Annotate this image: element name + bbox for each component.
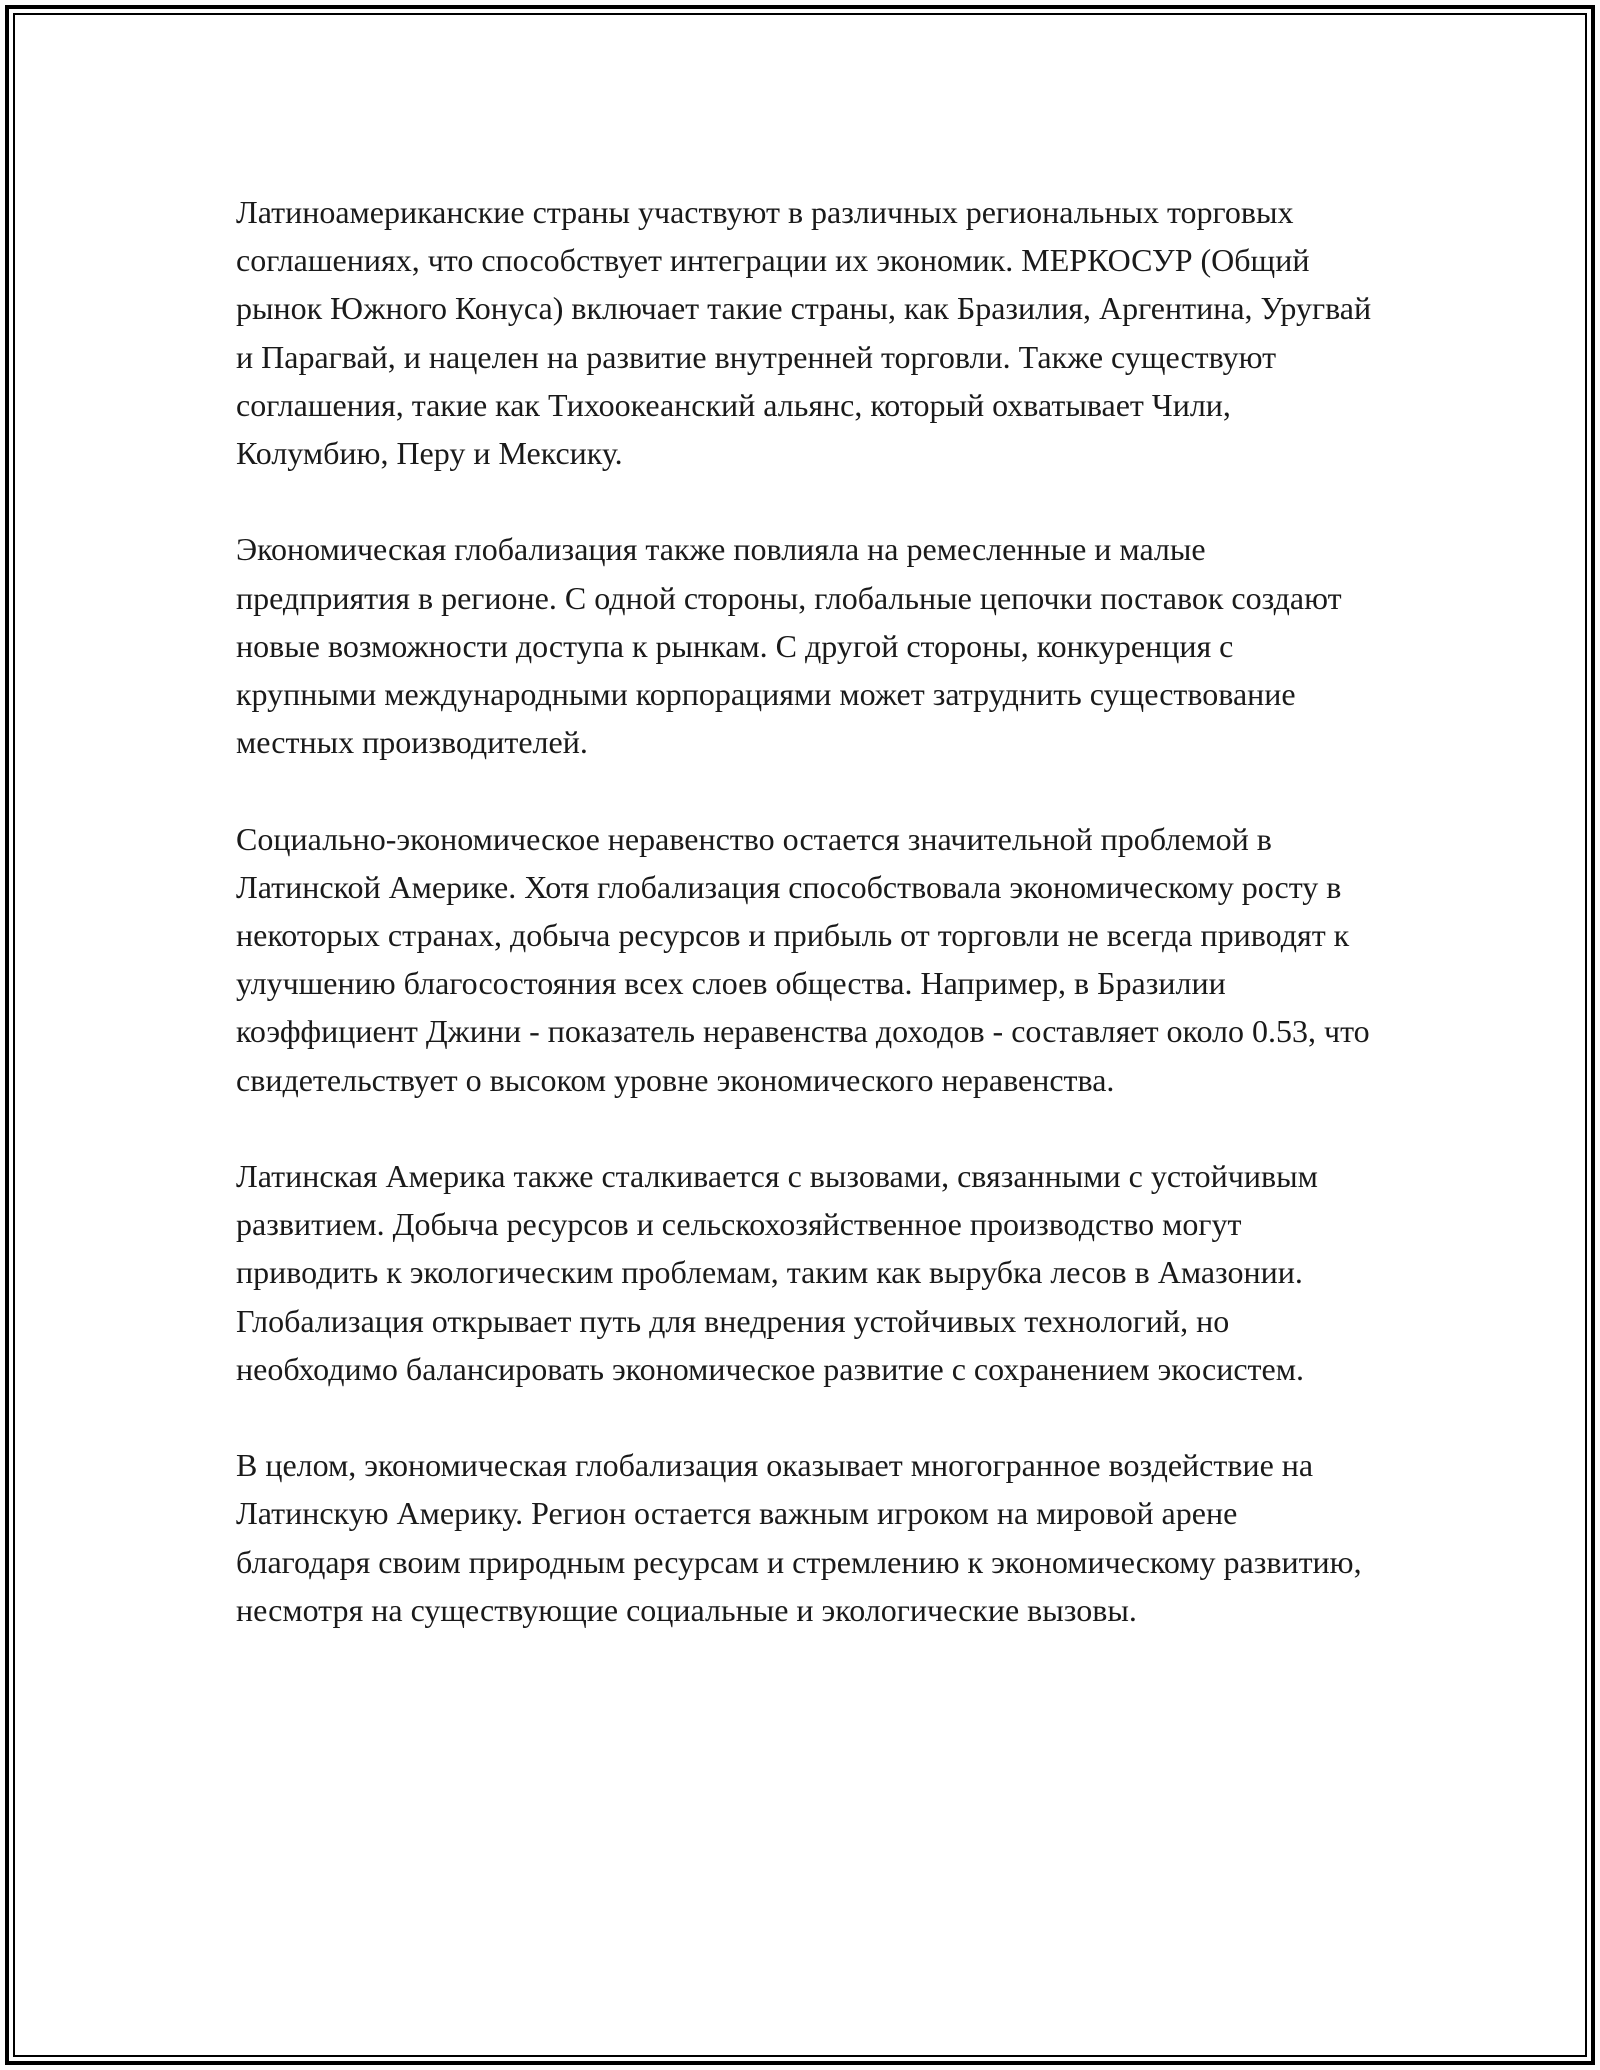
- paragraph-sustainability: Латинская Америка также сталкивается с вызовами, связанными с устойчивым развитием. Добыча ресурсов и сельскохозяйственное производство могут приводить к экологическим проблемам, таким как вырубка лесов в Амазонии. Глобализация открывает путь для внедрения устойчивых технологий, но необходимо балансировать экономическое развитие с сохранением экосистем.: [236, 1158, 1318, 1387]
- paragraph-trade-agreements: Латиноамериканские страны участвуют в различных региональных торговых соглашениях, что способствует интеграции их экономик. МЕРКОСУР (Общий рынок Южного Конуса) включает такие страны, как Бразилия, Аргентина, Уругвай и Парагвай, и нацелен на развитие внутренней торговли. Также существуют соглашения, такие как Тихоокеанский альянс, который охватывает Чили, Колумбию, Перу и Мексику.: [236, 194, 1372, 472]
- paragraph-small-enterprises: Экономическая глобализация также повлияла на ремесленные и малые предприятия в регионе. С одной стороны, глобальные цепочки поставок создают новые возможности доступа к рынкам. С другой стороны, конкуренция с крупными международными корпорациями может затруднить существование местных производителей.: [236, 531, 1342, 761]
- paragraph-inequality: Социально-экономическое неравенство остается значительной проблемой в Латинской Америке. Хотя глобализация способствовала экономическому росту в некоторых странах, добыча ресурсов и прибыль от торговли не всегда приводят к улучшению благосостояния всех слоев общества. Например, в Бразилии коэффициент Джини - показатель неравенства доходов - составляет около 0.53, что свидетельствует о высоком уровне экономического неравенства.: [236, 820, 1370, 1098]
- paragraph-conclusion: В целом, экономическая глобализация оказывает многогранное воздействие на Латинскую Америку. Регион остается важным игроком на мировой арене благодаря своим природным ресурсам и стремлению к экономическому развитию, несмотря на существующие социальные и экологические вызовы.: [236, 1447, 1362, 1628]
- document-body: [236, 188, 1376, 1682]
